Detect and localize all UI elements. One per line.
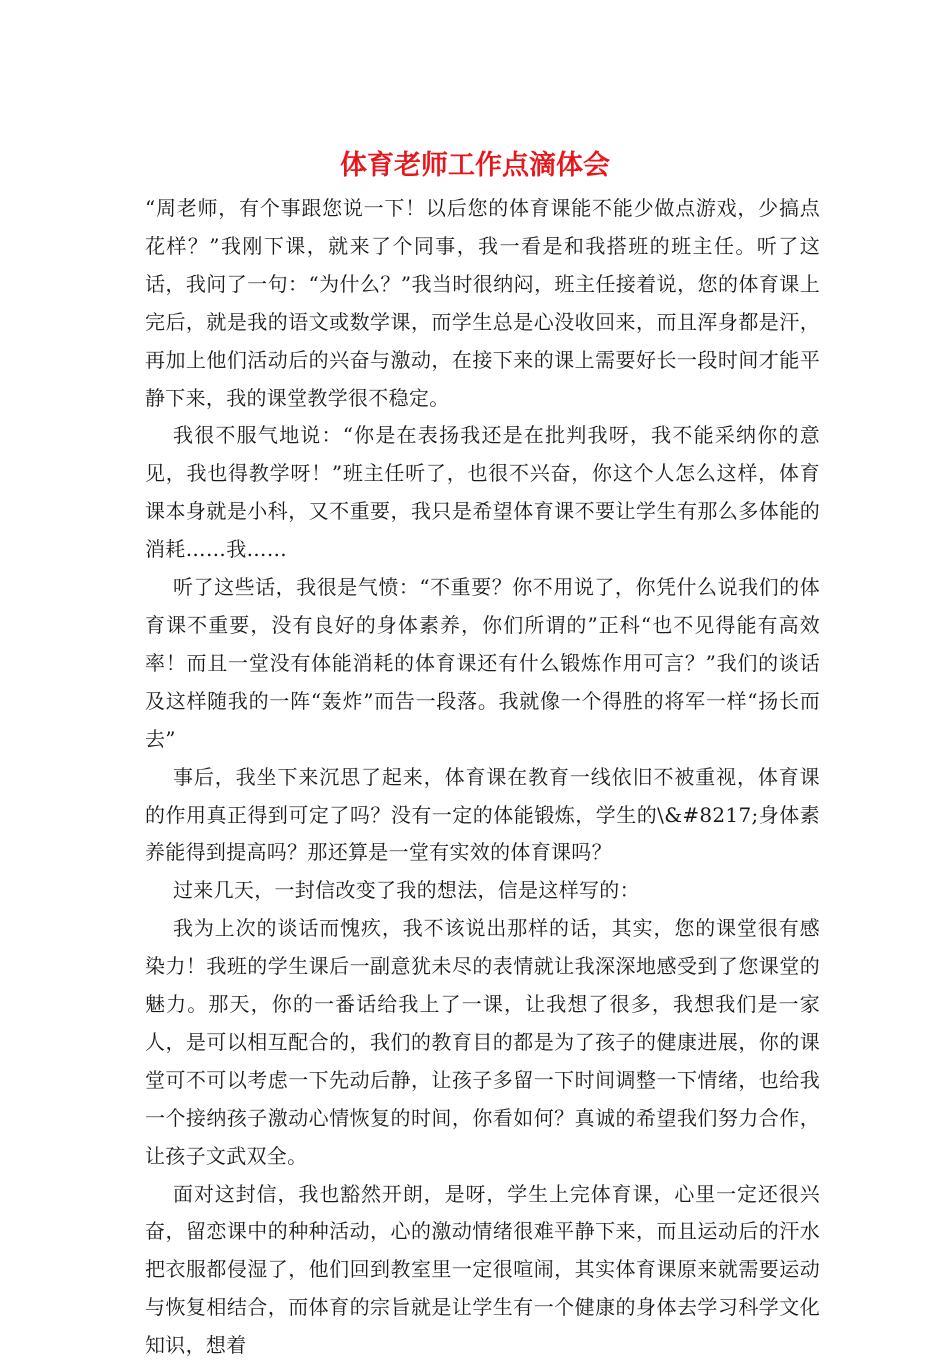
document-title: 体育老师工作点滴体会 bbox=[340, 150, 610, 181]
paragraph-2: 我很不服气地说：“你是在表扬我还是在批判我呀，我不能采纳你的意见，我也得教学呀！”班主任听了，也很不兴奋，你这个人怎么这样，体育课本身就是小科，又不重要，我只是希望体育课不要让学生有那么多体能的消耗……我…… bbox=[145, 423, 820, 562]
paragraph-3: 听了这些话，我很是气愤：“不重要？你不用说了，你凭什么说我们的体育课不重要，没有良好的身体素养，你们所谓的”正科“也不见得能有高效率！而且一堂没有体能消耗的体育课还有什么锻炼作用可言？”我们的谈话及这样随我的一阵“轰炸”而告一段落。我就像一个得胜的将军一样“扬长而去” bbox=[145, 575, 820, 751]
document-body bbox=[145, 190, 820, 1365]
paragraph-1: “周老师，有个事跟您说一下！以后您的体育课能不能少做点游戏，少搞点花样？”我刚下课，就来了个同事，我一看是和我搭班的班主任。听了这话，我问了一句：“为什么？”我当时很纳闷，班主任接着说，您的体育课上完后，就是我的语文或数学课，而学生总是心没收回来，而且浑身都是汗，再加上他们活动后的兴奋与激动，在接下来的课上需要好长一段时间才能平静下来，我的课堂教学很不稳定。 bbox=[145, 196, 820, 410]
paragraph-7: 面对这封信，我也豁然开朗，是呀，学生上完体育课，心里一定还很兴奋，留恋课中的种种活动，心的激动情绪很难平静下来，而且运动后的汗水把衣服都侵湿了，他们回到教室里一定很喧闹，其实体育课原来就需要运动与恢复相结合，而体育的宗旨就是让学生有一个健康的身体去学习科学文化知识，想着 bbox=[145, 1181, 820, 1358]
paragraph-5: 过来几天，一封信改变了我的想法，信是这样写的： bbox=[173, 878, 640, 903]
paragraph-6: 我为上次的谈话而愧疚，我不该说出那样的话，其实，您的课堂很有感染力！我班的学生课后一副意犹未尽的表情就让我深深地感受到了您课堂的魅力。那天，你的一番话给我上了一课，让我想了很多，我想我们是一家人，是可以相互配合的，我们的教育目的都是为了孩子的健康进展，你的课堂可不可以考虑一下先动后静，让孩子多留一下时间调整一下情绪，也给我一个接纳孩子激动心情恢复的时间，你看如何？真诚的希望我们努力合作，让孩子文武双全。 bbox=[145, 916, 820, 1168]
paragraph-4: 事后，我坐下来沉思了起来，体育课在教育一线依旧不被重视，体育课的作用真正得到可定了吗？没有一定的体能锻炼，学生的\&#8217;身体素养能得到提高吗？那还算是一堂有实效的体育课吗？ bbox=[145, 764, 820, 865]
